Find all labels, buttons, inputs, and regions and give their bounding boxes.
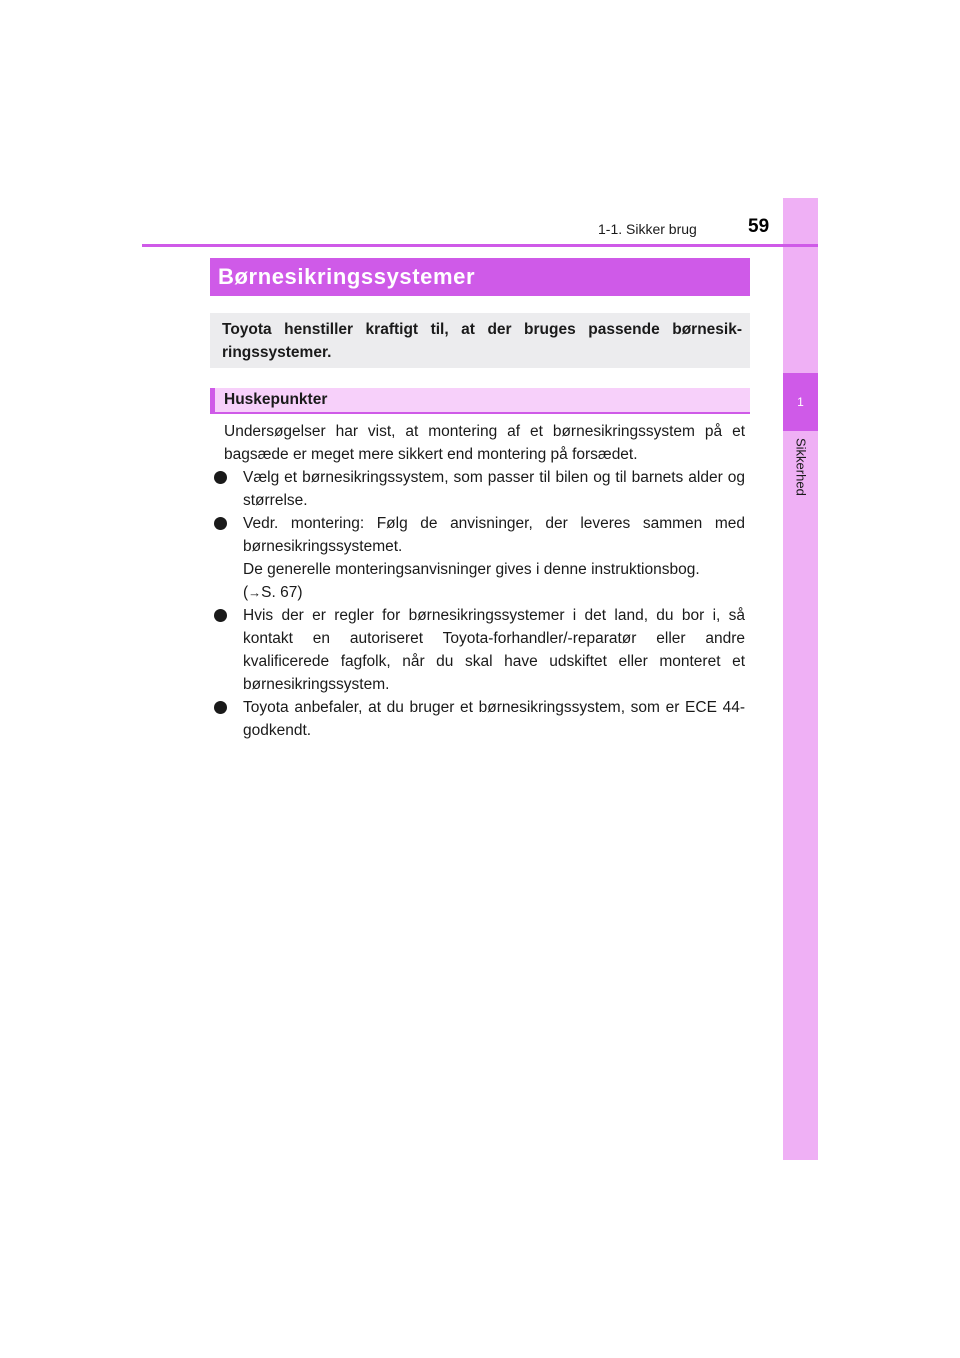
bullet-text: Hvis der er regler for børnesikringssystemer i det land, du bor i, så kontakt en autoriseret Toyota-forhandler/-reparatør eller andre kvalificerede fagfolk, når du skal have udskiftet eller monteret et børnesikringssystem. [243, 607, 745, 693]
bullet-dot-icon [214, 517, 227, 530]
bullet-item [224, 696, 745, 742]
section-label: 1-1. Sikker brug [598, 221, 697, 237]
page-number: 59 [748, 216, 770, 237]
ref-open: ( [243, 584, 249, 601]
chapter-side-tab [783, 198, 818, 1160]
bullet-item [224, 512, 745, 604]
chapter-label: Sikkerhed [793, 438, 809, 496]
bullet-dot-icon [214, 471, 227, 484]
subheading-bar [210, 388, 750, 414]
intro-line-1: Toyota henstiller kraftigt til, at der bruges passende børnesik- [222, 321, 742, 338]
bullet-text: Toyota anbefaler, at du bruger et børnesikringssystem, som er ECE 44-godkendt. [243, 699, 745, 739]
page-reference[interactable] [243, 581, 745, 604]
chapter-number: 1 [797, 395, 804, 409]
bullet-dot-icon [214, 701, 227, 714]
header-rule [142, 244, 818, 247]
arrow-right-icon: → [248, 585, 262, 600]
bullet-text: Vælg et børnesikringssystem, som passer til bilen og til barnets alder og størrelse. [243, 469, 745, 509]
intro-line-2: ringssystemer. [222, 344, 332, 361]
bullet-dot-icon [214, 609, 227, 622]
body-paragraph: Undersøgelser har vist, at montering af et børnesikringssystem på et bagsæde er meget mere sikkert end montering på forsædet. [224, 423, 745, 463]
bullet-extra-text: De generelle monteringsanvisninger gives i denne instruktionsbog. [243, 561, 700, 578]
intro-box [210, 313, 750, 368]
bullet-item [224, 466, 745, 512]
subheading: Huskepunkter [224, 391, 328, 408]
body-text [224, 420, 745, 742]
page-title: Børnesikringssystemer [218, 264, 476, 289]
bullet-text: Vedr. montering: Følg de anvisninger, der leveres sammen med børnesikringssystemet. [243, 515, 745, 555]
ref-text: S. 67) [261, 584, 303, 601]
chapter-number-tab [783, 373, 818, 431]
page-title-bar [210, 258, 750, 296]
bullet-item [224, 604, 745, 696]
